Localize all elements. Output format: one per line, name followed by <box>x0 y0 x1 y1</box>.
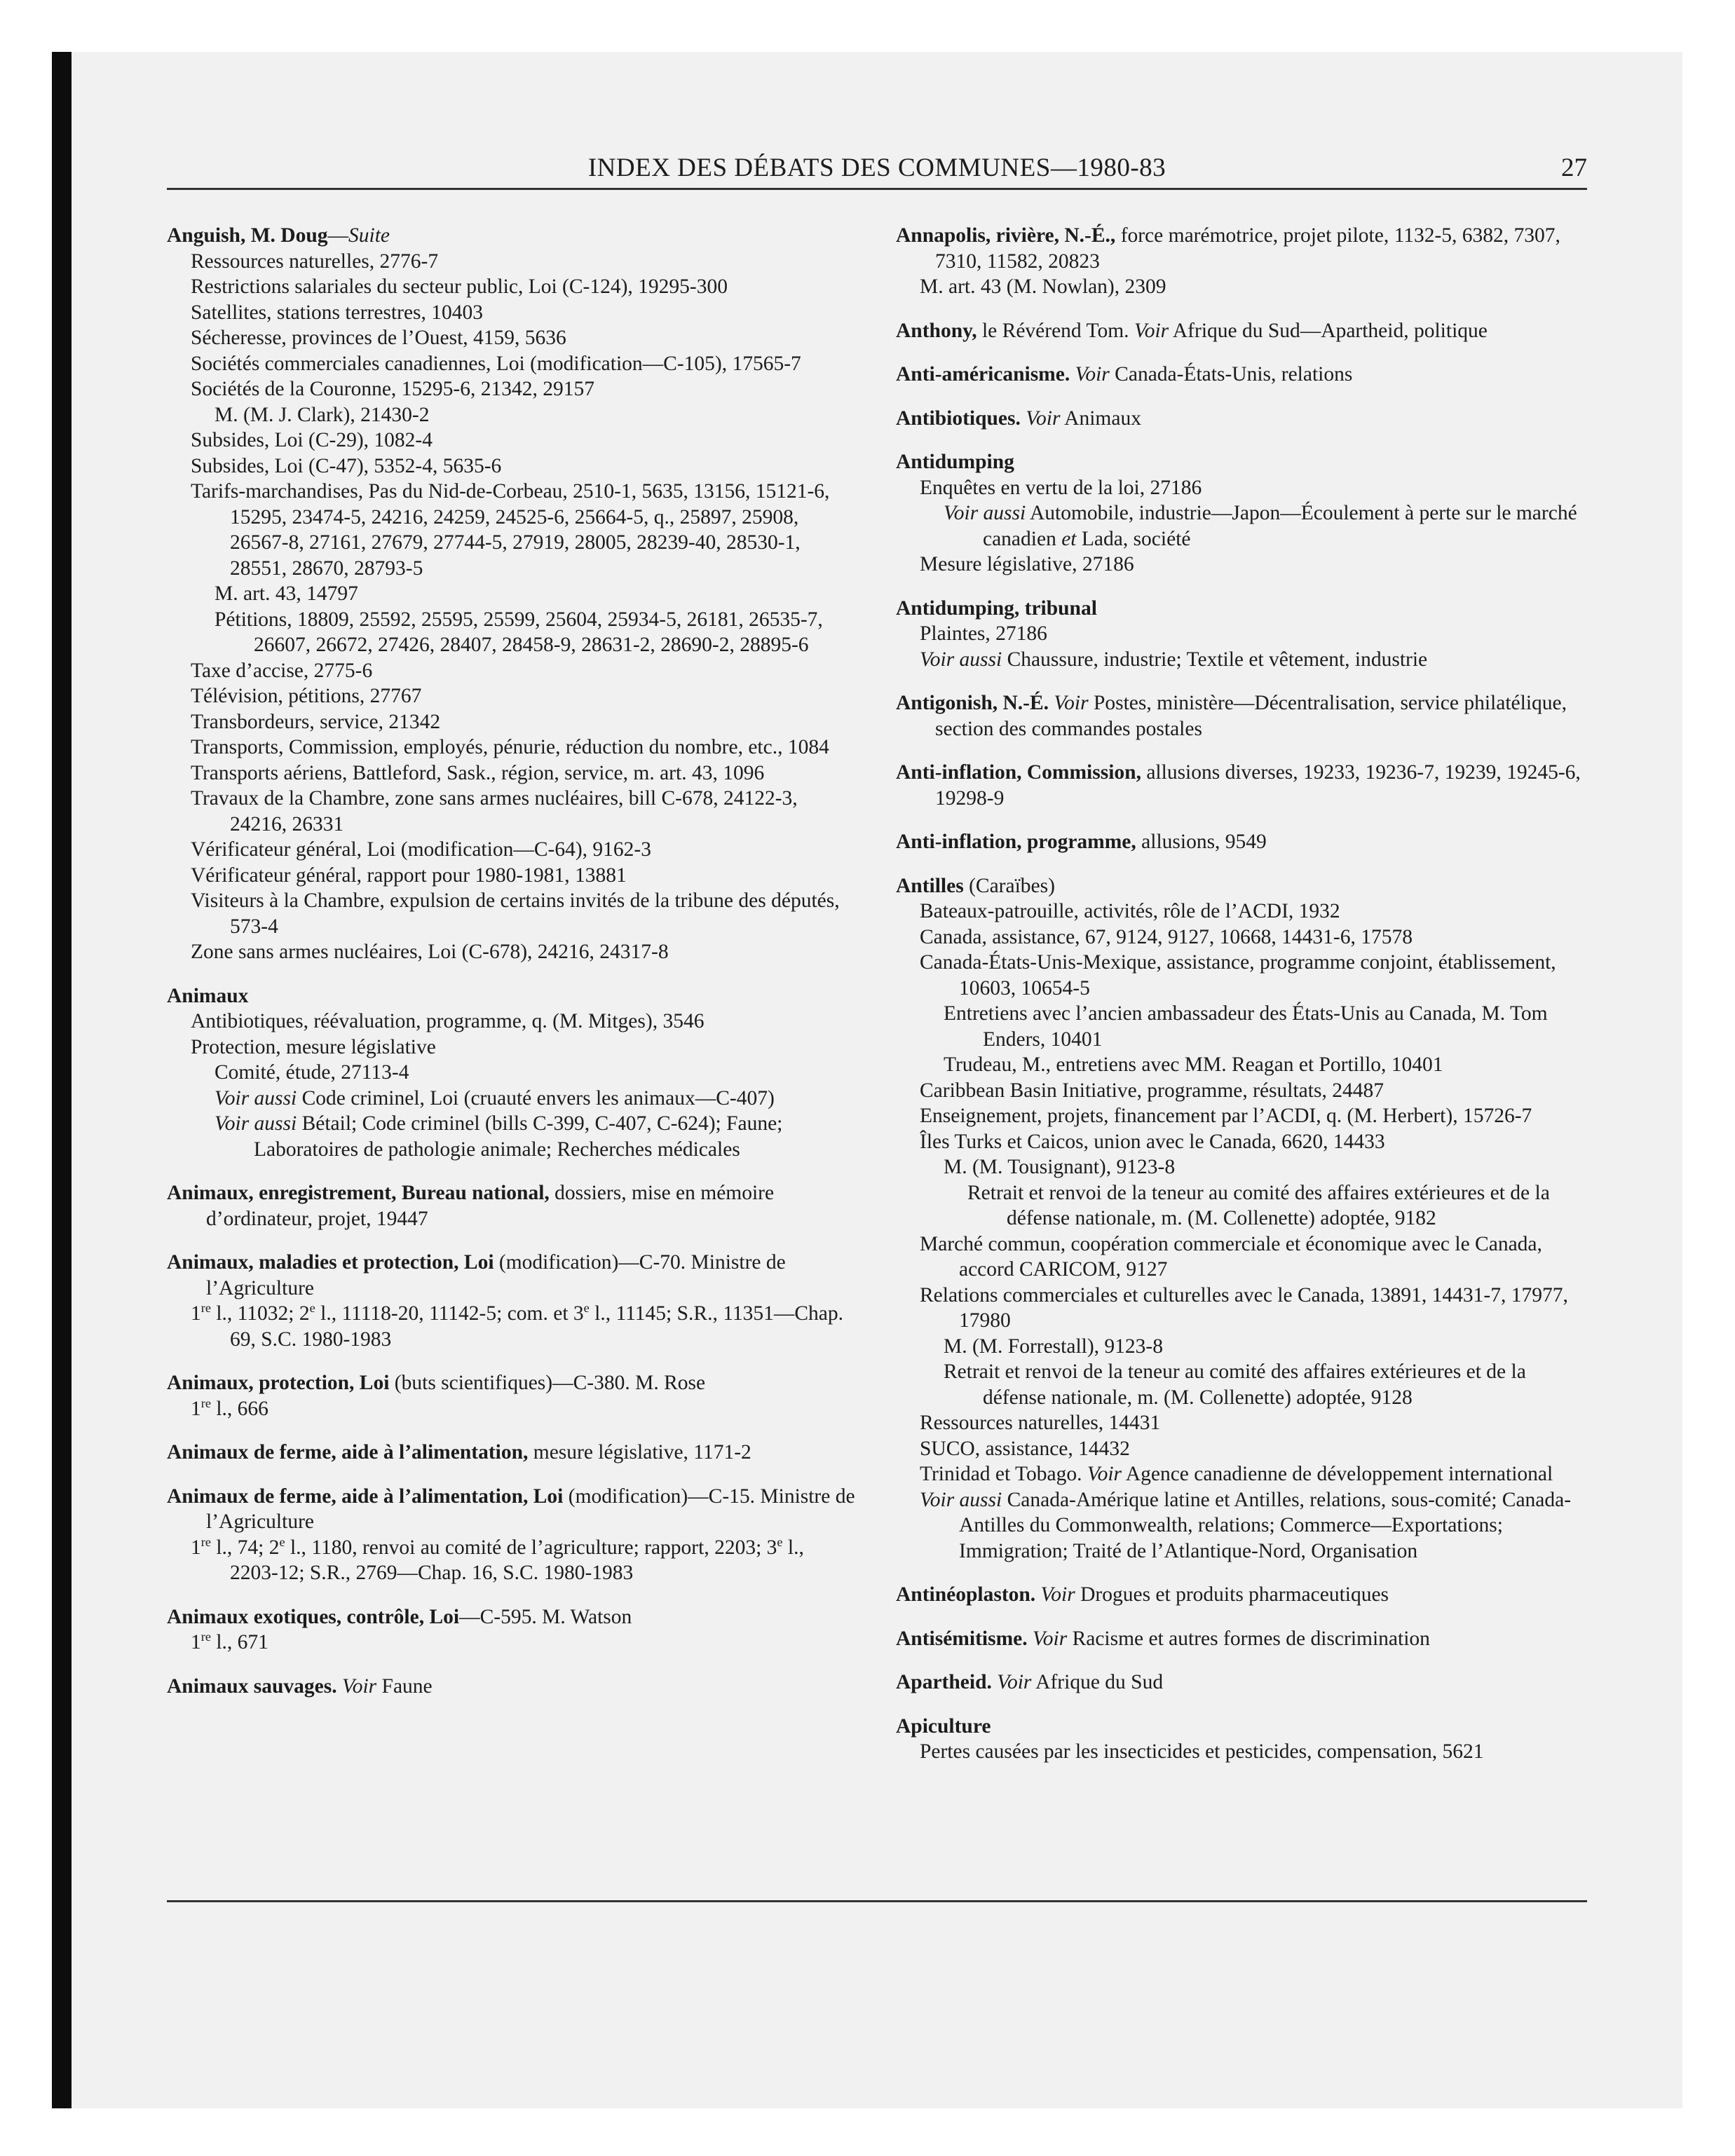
index-heading <box>896 223 1586 274</box>
entry-text <box>1035 1583 1040 1606</box>
index-entry <box>896 760 1586 811</box>
entry-text: Animaux <box>1060 407 1141 430</box>
index-entry <box>167 1484 857 1586</box>
entry-text <box>1028 1628 1033 1650</box>
entry-text: — <box>327 224 349 247</box>
entry-text: Travaux de la Chambre, zone sans armes nucléaires, bill C-678, 24122-3, 24216, 26331 <box>191 787 798 835</box>
entry-text: Subsides, Loi (C-29), 1082-4 <box>191 429 433 451</box>
entry-text: Pertes causées par les insecticides et pesticides, compensation, 5621 <box>920 1740 1484 1763</box>
entry-text: Taxe d’accise, 2775-6 <box>191 659 373 682</box>
index-subentry <box>944 1052 1586 1078</box>
index-subentry <box>920 1129 1586 1155</box>
entry-text: Afrique du Sud <box>1031 1671 1164 1693</box>
entry-text: (modification)—C-15. Ministre de l’Agriculture <box>206 1485 855 1533</box>
entry-text: Protection, mesure législative <box>191 1035 436 1058</box>
index-subentry <box>215 607 857 658</box>
index-entry <box>896 449 1586 578</box>
entry-text: e <box>777 1534 783 1549</box>
index-subentry <box>215 1060 857 1086</box>
entry-text: Anthony, <box>896 319 977 342</box>
entry-text: Apiculture <box>896 1714 991 1738</box>
entry-text: (modification)—C-70. Ministre de l’Agriculture <box>206 1251 786 1299</box>
index-subentry <box>920 647 1586 673</box>
index-subentry <box>191 658 857 684</box>
index-heading <box>167 1440 857 1466</box>
index-heading <box>167 223 857 249</box>
entry-text: 1 <box>191 1536 201 1559</box>
index-column-right <box>896 223 1586 1783</box>
index-subentry <box>191 453 857 479</box>
entry-text: Voir <box>1040 1583 1075 1606</box>
entry-text: Voir <box>341 1674 377 1698</box>
entry-text <box>337 1675 342 1698</box>
entry-text: M. (M. Forrestall), 9123-8 <box>944 1335 1163 1358</box>
index-subentry <box>191 249 857 275</box>
entry-text: 1 <box>191 1631 201 1653</box>
index-heading <box>167 983 857 1009</box>
index-subentry <box>920 621 1586 647</box>
entry-text: Automobile, industrie—Japon—Écoulement à perte sur le marché canadien <box>983 502 1577 550</box>
index-subentry <box>920 1487 1586 1564</box>
index-entry <box>167 1370 857 1421</box>
index-subentry <box>191 683 857 709</box>
entry-text: Animaux exotiques, contrôle, Loi <box>167 1605 460 1628</box>
entry-text: Faune <box>376 1674 433 1698</box>
entry-text: Canada-Amérique latine et Antilles, relations, sous-comité; Canada-Antilles du Commonwealth, relations; Commerce—Exportations; Immigration; Traité de l’Atlantique-Nord, Organisation <box>959 1488 1572 1562</box>
entry-text: l., 11145; S.R., 11351—Chap. 69, S.C. 1980-1983 <box>230 1302 844 1351</box>
entry-text: Sociétés de la Couronne, 15295-6, 21342, 29157 <box>191 378 594 400</box>
index-subentry <box>191 1009 857 1035</box>
scan-edge-shadow <box>52 52 72 2108</box>
entry-text: Voir <box>1087 1463 1122 1485</box>
index-subentry <box>191 863 857 889</box>
entry-text: Bateaux-patrouille, activités, rôle de l’ACDI, 1932 <box>920 900 1340 922</box>
index-subentry <box>920 1461 1586 1487</box>
entry-text: Drogues et produits pharmaceutiques <box>1075 1583 1389 1606</box>
index-heading <box>167 1180 857 1231</box>
index-entry <box>896 1670 1586 1696</box>
index-subentry <box>191 300 857 326</box>
index-subentry <box>215 402 857 428</box>
entry-text: Agence canadienne de développement international <box>1122 1463 1553 1485</box>
entry-text: Antibiotiques. <box>896 407 1021 430</box>
entry-text: Voir <box>1075 363 1110 386</box>
index-heading <box>896 406 1586 432</box>
entry-text: l., 11118-20, 11142-5; com. et 3 <box>315 1302 584 1325</box>
index-column-left <box>167 223 857 1717</box>
index-entry <box>896 1714 1586 1765</box>
index-entry <box>167 1250 857 1352</box>
index-subentry <box>191 888 857 939</box>
entry-text: Anti-inflation, programme, <box>896 831 1136 853</box>
entry-text: Annapolis, rivière, N.-É., <box>896 224 1116 247</box>
index-subentry <box>191 1035 857 1060</box>
index-heading <box>896 318 1586 344</box>
index-subentry <box>920 1436 1586 1462</box>
index-entry <box>167 983 857 1163</box>
entry-text: Transports aériens, Battleford, Sask., région, service, m. art. 43, 1096 <box>191 761 765 784</box>
entry-text: l., 2203-12; S.R., 2769—Chap. 16, S.C. 1980-1983 <box>230 1536 804 1584</box>
entry-text: re <box>200 1301 211 1316</box>
index-entry <box>896 596 1586 673</box>
entry-text: Animaux <box>167 984 249 1007</box>
entry-text: l., 666 <box>210 1397 268 1420</box>
entry-text: re <box>200 1396 211 1410</box>
index-subentry <box>967 1180 1586 1231</box>
index-subentry <box>215 581 857 607</box>
entry-text: l., 1180, renvoi au comité de l’agriculture; rapport, 2203; 3 <box>285 1536 777 1559</box>
entry-text: l., 671 <box>210 1631 268 1653</box>
index-subentry <box>944 1001 1586 1052</box>
index-subentry <box>920 1231 1586 1283</box>
entry-text: Satellites, stations terrestres, 10403 <box>191 301 484 324</box>
index-entry <box>896 1582 1586 1608</box>
index-subentry <box>944 1334 1586 1360</box>
entry-text: Voir <box>1134 319 1169 342</box>
entry-text: Animaux sauvages. <box>167 1674 337 1698</box>
entry-text: le Révérend Tom. <box>977 319 1134 342</box>
entry-text: re <box>200 1534 211 1549</box>
index-entry <box>896 362 1586 388</box>
entry-text: Voir aussi <box>215 1112 297 1135</box>
entry-text: Trinidad et Tobago. <box>920 1463 1087 1485</box>
entry-text: Voir aussi <box>215 1086 297 1110</box>
header-rule <box>167 188 1587 190</box>
entry-text: Restrictions salariales du secteur public, Loi (C-124), 19295-300 <box>191 275 728 298</box>
index-subentry <box>191 760 857 786</box>
entry-text: —C-595. M. Watson <box>459 1605 632 1628</box>
entry-text: Enseignement, projets, financement par l’ACDI, q. (M. Herbert), 15726-7 <box>920 1105 1532 1127</box>
index-heading <box>167 1370 857 1396</box>
entry-text: Antilles <box>896 874 964 897</box>
index-subentry <box>920 1103 1586 1129</box>
index-subentry <box>920 1283 1586 1334</box>
entry-text: Îles Turks et Caicos, union avec le Canada, 6620, 14433 <box>920 1130 1385 1153</box>
entry-text: Retrait et renvoi de la teneur au comité des affaires extérieures et de la défense nationale, m. (M. Collenette) adoptée, 9128 <box>944 1360 1526 1409</box>
entry-text: Relations commerciales et culturelles avec le Canada, 13891, 14431-7, 17977, 17980 <box>920 1283 1568 1332</box>
index-entry <box>896 829 1586 855</box>
entry-text: Canada, assistance, 67, 9124, 9127, 10668, 14431-6, 17578 <box>920 925 1413 948</box>
footer-rule <box>167 1900 1587 1902</box>
index-heading <box>167 1674 857 1700</box>
entry-text: SUCO, assistance, 14432 <box>920 1437 1130 1460</box>
entry-text: Subsides, Loi (C-47), 5352-4, 5635-6 <box>191 454 502 477</box>
index-subentry <box>191 735 857 760</box>
entry-text: Antinéoplaston. <box>896 1583 1036 1606</box>
index-subentry <box>191 1535 857 1586</box>
index-subentry <box>920 1078 1586 1104</box>
entry-text: dossiers, mise en mémoire d’ordinateur, projet, 19447 <box>206 1182 775 1230</box>
index-entry <box>896 873 1586 1564</box>
entry-text: Retrait et renvoi de la teneur au comité des affaires extérieures et de la défense nationale, m. (M. Collenette) adoptée, 9182 <box>967 1181 1550 1229</box>
entry-text: Lada, société <box>1076 527 1191 550</box>
index-subentry <box>920 925 1586 950</box>
entry-text: Mesure législative, 27186 <box>920 553 1134 575</box>
entry-text: Voir aussi <box>920 1488 1002 1511</box>
entry-text: Marché commun, coopération commerciale et économique avec le Canada, accord CARICOM, 9127 <box>920 1232 1542 1281</box>
entry-text: Voir aussi <box>920 648 1002 671</box>
entry-text: Voir <box>1026 407 1061 430</box>
entry-text: Caribbean Basin Initiative, programme, résultats, 24487 <box>920 1079 1384 1102</box>
index-heading <box>896 1626 1586 1652</box>
index-subentry <box>191 709 857 735</box>
entry-text: allusions, 9549 <box>1136 831 1267 853</box>
entry-text: Vérificateur général, rapport pour 1980-1981, 13881 <box>191 864 627 887</box>
index-subentry <box>191 479 857 581</box>
entry-text: Postes, ministère—Décentralisation, service philatélique, section des commandes postales <box>935 692 1567 740</box>
entry-text: Transbordeurs, service, 21342 <box>191 710 441 733</box>
index-subentry <box>191 939 857 965</box>
entry-text: M. art. 43 (M. Nowlan), 2309 <box>920 275 1166 298</box>
index-heading <box>896 873 1586 899</box>
entry-text: Entretiens avec l’ancien ambassadeur des États-Unis au Canada, M. Tom Enders, 10401 <box>944 1002 1548 1051</box>
index-heading <box>896 362 1586 388</box>
entry-text: 1 <box>191 1397 201 1420</box>
entry-text: l., 74; 2 <box>210 1536 280 1559</box>
entry-text: Racisme et autres formes de discrimination <box>1067 1627 1430 1650</box>
index-heading <box>896 690 1586 742</box>
entry-text: Antidumping <box>896 451 1014 473</box>
entry-text: (Caraïbes) <box>963 874 1055 897</box>
index-subentry <box>191 274 857 300</box>
index-heading <box>896 829 1586 855</box>
entry-text: (buts scientifiques)—C-380. M. Rose <box>389 1372 706 1394</box>
entry-text: 1 <box>191 1302 201 1325</box>
index-subentry <box>191 376 857 402</box>
entry-text: Anti-inflation, Commission, <box>896 761 1141 784</box>
entry-text: mesure législative, 1171-2 <box>528 1441 751 1464</box>
entry-text: M. (M. Tousignant), 9123-8 <box>944 1156 1176 1178</box>
index-subentry <box>215 1086 857 1112</box>
index-subentry <box>920 950 1586 1001</box>
entry-text <box>1070 363 1075 386</box>
entry-text: force marémotrice, projet pilote, 1132-5, 6382, 7307, 7310, 11582, 20823 <box>935 224 1560 273</box>
index-entry <box>896 1626 1586 1652</box>
index-entry <box>167 1674 857 1700</box>
index-subentry <box>920 1739 1586 1765</box>
entry-text: l., 11032; 2 <box>210 1302 310 1325</box>
entry-text: re <box>200 1630 211 1644</box>
index-heading <box>896 1582 1586 1608</box>
index-heading <box>896 449 1586 475</box>
index-heading <box>167 1484 857 1535</box>
entry-text: Canada-États-Unis, relations <box>1109 363 1353 386</box>
entry-text: Antisémitisme. <box>896 1627 1028 1650</box>
entry-text: Antibiotiques, réévaluation, programme, q. (M. Mitges), 3546 <box>191 1010 705 1032</box>
index-entry <box>896 318 1586 344</box>
index-heading <box>896 1714 1586 1740</box>
index-entry <box>896 690 1586 742</box>
index-subentry <box>215 1111 857 1162</box>
entry-text: Ressources naturelles, 2776-7 <box>191 250 439 273</box>
entry-text: Animaux de ferme, aide à l’alimentation, <box>167 1441 529 1464</box>
entry-text: e <box>583 1301 590 1316</box>
index-heading <box>896 596 1586 622</box>
index-subentry <box>191 1301 857 1352</box>
index-subentry <box>920 899 1586 925</box>
index-subentry <box>920 1410 1586 1436</box>
entry-text: Animaux de ferme, aide à l’alimentation, Loi <box>167 1485 564 1508</box>
entry-text: Animaux, maladies et protection, Loi <box>167 1251 494 1274</box>
entry-text: Transports, Commission, employés, pénurie, réduction du nombre, etc., 1084 <box>191 736 829 758</box>
index-subentry <box>920 552 1586 578</box>
entry-text: Bétail; Code criminel (bills C-399, C-407, C-624); Faune; Laboratoires de pathologie animale; Recherches médicales <box>254 1112 783 1161</box>
index-subentry <box>191 837 857 863</box>
entry-text: Pétitions, 18809, 25592, 25595, 25599, 25604, 25934-5, 26181, 26535-7, 26607, 26672, 27426, 28407, 28458-9, 28631-2, 28690-2, 28895-6 <box>215 608 823 656</box>
entry-text: Voir <box>997 1671 1032 1693</box>
entry-text: Antidumping, tribunal <box>896 596 1097 620</box>
entry-text: Sociétés commerciales canadiennes, Loi (modification—C-105), 17565-7 <box>191 352 801 375</box>
entry-text: M. art. 43, 14797 <box>215 582 358 605</box>
entry-text: Anti-américanisme. <box>896 363 1070 386</box>
entry-text: e <box>309 1301 315 1316</box>
entry-text: et <box>1061 527 1077 550</box>
entry-text: Voir <box>1054 692 1089 714</box>
index-heading <box>167 1250 857 1301</box>
index-entry <box>896 223 1586 300</box>
entry-text: Voir <box>1033 1627 1068 1650</box>
index-subentry <box>944 1154 1586 1180</box>
entry-text: Plaintes, 27186 <box>920 622 1047 645</box>
entry-text: Télévision, pétitions, 27767 <box>191 685 422 707</box>
entry-text: M. (M. J. Clark), 21430-2 <box>215 403 430 426</box>
index-subentry <box>920 475 1586 501</box>
entry-text: Vérificateur général, Loi (modification—C-64), 9162-3 <box>191 838 651 861</box>
index-heading <box>896 1670 1586 1696</box>
index-entry <box>167 1604 857 1656</box>
entry-text: Animaux, enregistrement, Bureau national, <box>167 1182 550 1204</box>
page-number: 27 <box>1561 153 1587 182</box>
entry-text: Apartheid. <box>896 1671 992 1693</box>
index-subentry <box>191 1396 857 1422</box>
entry-text: allusions diverses, 19233, 19236-7, 19239, 19245-6, 19298-9 <box>935 761 1581 810</box>
index-subentry <box>920 274 1586 300</box>
index-subentry <box>191 351 857 377</box>
entry-text: Canada-États-Unis-Mexique, assistance, programme conjoint, établissement, 10603, 10654-5 <box>920 951 1556 999</box>
entry-text: Tarifs-marchandises, Pas du Nid-de-Corbeau, 2510-1, 5635, 13156, 15121-6, 15295, 23474-5, 24216, 24259, 24525-6, 25664-5, q., 25897, 25908, 26567-8, 27161, 27679, 27744-5, 27919, 28005, 28239-40, 28530-1, 28551, 28670, 28793-5 <box>191 480 830 580</box>
entry-text: Suite <box>348 224 390 247</box>
index-subentry <box>944 1359 1586 1410</box>
index-entry <box>167 1180 857 1231</box>
index-heading <box>167 1604 857 1630</box>
index-subentry <box>191 428 857 453</box>
index-entry <box>167 223 857 965</box>
index-entry <box>896 406 1586 432</box>
entry-text: e <box>279 1534 285 1549</box>
entry-text: Visiteurs à la Chambre, expulsion de certains invités de la tribune des députés, 573-4 <box>191 889 840 938</box>
entry-text: Chaussure, industrie; Textile et vêtement, industrie <box>1002 648 1428 671</box>
index-subentry <box>191 1630 857 1656</box>
entry-text: Voir aussi <box>944 502 1026 524</box>
entry-text: Trudeau, M., entretiens avec MM. Reagan et Portillo, 10401 <box>944 1053 1443 1076</box>
entry-text: Antigonish, N.-É. <box>896 692 1049 714</box>
index-subentry <box>191 325 857 351</box>
entry-text: Zone sans armes nucléaires, Loi (C-678), 24216, 24317-8 <box>191 941 669 963</box>
entry-text: Sécheresse, provinces de l’Ouest, 4159, 5636 <box>191 327 566 349</box>
entry-text: Ressources naturelles, 14431 <box>920 1412 1161 1434</box>
entry-text: Code criminel, Loi (cruauté envers les animaux—C-407) <box>297 1086 775 1110</box>
running-title: INDEX DES DÉBATS DES COMMUNES—1980-83 <box>587 153 1166 182</box>
entry-text: Enquêtes en vertu de la loi, 27186 <box>920 476 1202 499</box>
entry-text: Comité, étude, 27113-4 <box>215 1061 409 1084</box>
index-heading <box>896 760 1586 811</box>
index-entry <box>167 1440 857 1466</box>
entry-text: Animaux, protection, Loi <box>167 1372 390 1394</box>
entry-text: Afrique du Sud—Apartheid, politique <box>1169 319 1488 342</box>
entry-text: Anguish, M. Doug <box>167 224 328 247</box>
index-subentry <box>944 500 1586 552</box>
index-subentry <box>191 786 857 837</box>
